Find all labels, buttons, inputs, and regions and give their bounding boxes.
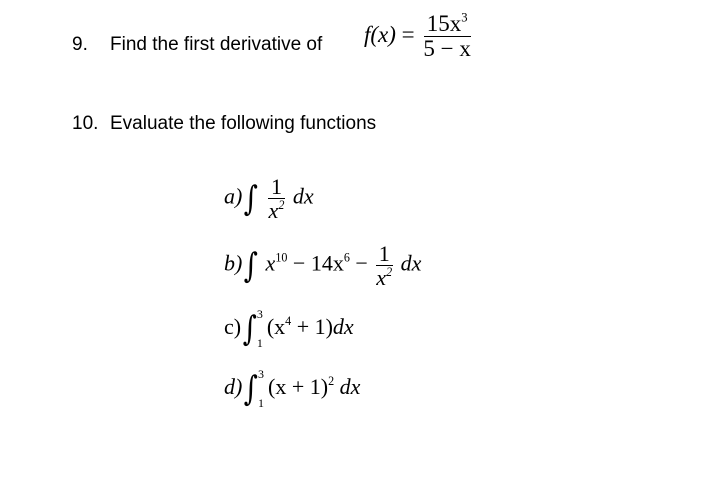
- part-b-label: b): [224, 250, 243, 276]
- part-a-denominator: [266, 199, 288, 222]
- part-a-denominator-exponent: 2: [278, 198, 285, 213]
- part-b-term2: − 14x: [287, 250, 344, 276]
- part-a-denominator-text: x: [268, 198, 279, 224]
- part-a-numerator: 1: [268, 175, 285, 199]
- function-lhs: f(x): [364, 21, 396, 47]
- part-b-term1-exponent: 10: [275, 250, 288, 265]
- equals-sign: =: [401, 21, 415, 47]
- upper-limit: 3: [258, 367, 265, 381]
- part-c-label: c): [224, 314, 242, 340]
- part-b-dx: dx: [400, 250, 422, 276]
- part-d: [224, 367, 360, 411]
- part-c-expr-rest: + 1): [291, 314, 333, 340]
- integral-sign: ∫: [244, 245, 259, 286]
- part-d-expr: (x + 1): [268, 374, 329, 400]
- integral-sign: ∫: [244, 178, 259, 219]
- part-c-exponent: 4: [285, 313, 292, 328]
- part-c: [224, 307, 354, 351]
- part-a-fraction: [266, 175, 288, 222]
- part-a-dx: dx: [292, 183, 314, 209]
- part-b-numerator: 1: [376, 242, 393, 266]
- numerator-exponent: 3: [461, 10, 468, 25]
- lower-limit: 1: [258, 396, 265, 410]
- part-c-dx: dx: [332, 314, 354, 340]
- integral-sign: ∫: [242, 309, 258, 349]
- part-c-limits: [257, 307, 263, 351]
- part-c-expr-open: (x: [266, 314, 286, 340]
- question-9-text: Find the first derivative of: [110, 34, 323, 55]
- part-a: [224, 175, 314, 222]
- part-d-label: d): [224, 374, 243, 400]
- question-9-number: 9.: [72, 34, 88, 55]
- part-a-label: a): [224, 183, 243, 209]
- part-d-limits: [258, 367, 264, 411]
- question-10: [72, 113, 376, 135]
- part-b-term1: x: [265, 250, 276, 276]
- part-d-dx: dx: [339, 374, 361, 400]
- part-b-denominator-text: x: [376, 265, 387, 291]
- integral-sign: ∫: [244, 369, 259, 409]
- question-10-number: 10.: [72, 113, 99, 134]
- lower-limit: 1: [256, 336, 263, 350]
- part-b-term2-exponent: 6: [343, 250, 350, 265]
- part-b-minus: −: [349, 250, 374, 276]
- part-b-denominator-exponent: 2: [386, 265, 393, 280]
- fraction-denominator: 5 − x: [423, 36, 471, 62]
- function-fraction: [420, 12, 473, 61]
- question-9-function: [364, 12, 474, 61]
- part-b-denominator: [373, 266, 395, 289]
- part-b-fraction: [373, 242, 395, 289]
- part-b: [224, 242, 421, 289]
- fraction-numerator: [424, 12, 471, 37]
- part-d-exponent: 2: [328, 373, 335, 388]
- question-9: [72, 34, 322, 56]
- question-10-text: Evaluate the following functions: [110, 113, 377, 134]
- upper-limit: 3: [256, 307, 263, 321]
- numerator-text: 15x: [426, 11, 462, 36]
